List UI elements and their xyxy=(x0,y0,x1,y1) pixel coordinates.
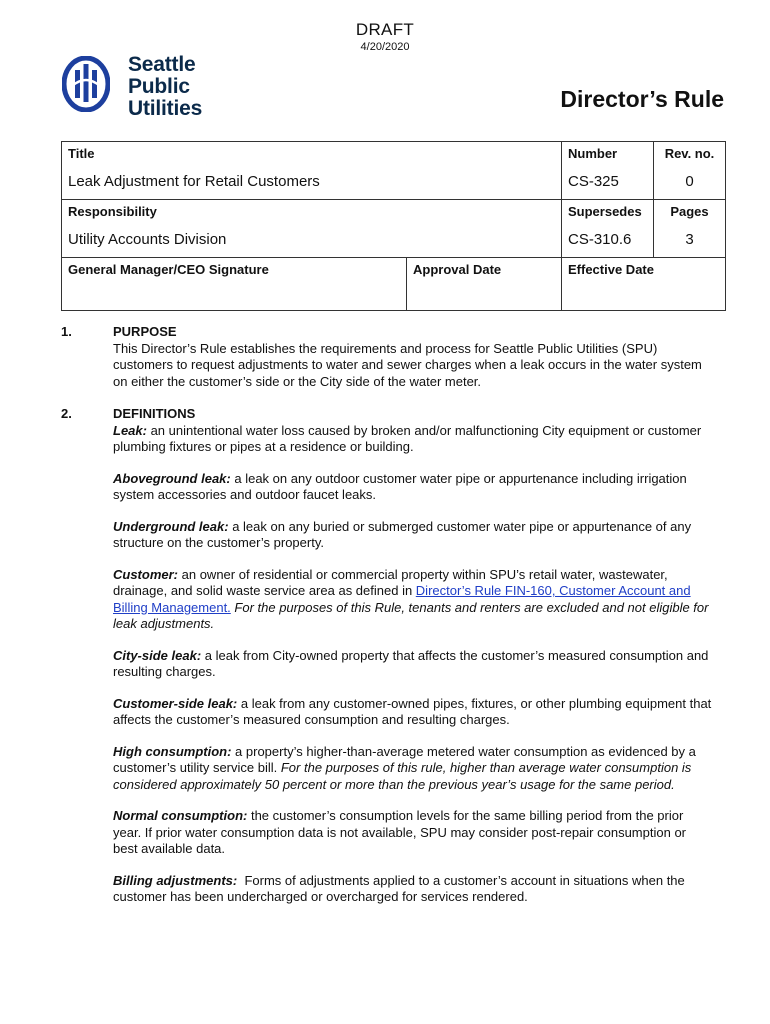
seattle-logo-icon xyxy=(62,56,110,112)
draft-date: 4/20/2020 xyxy=(360,41,410,53)
definition-normal-consumption xyxy=(113,808,713,858)
effective-date-label: Effective Date xyxy=(562,258,726,311)
approval-date-label: Approval Date xyxy=(407,258,562,311)
definition-underground-text: a leak on any buried or submerged customer water pipe or appurtenance of any structure on the customer’s property. xyxy=(113,518,692,550)
definition-billing-adjustments-text: Forms of adjustments applied to a customer’s account in situations when the customer has been undercharged or overcharged for services rendered. xyxy=(113,872,689,904)
supersedes-label: Supersedes xyxy=(562,200,654,229)
definition-normal-consumption-text: the customer’s consumption levels for the same billing period from the prior year. If prior water consumption data is not available, SPU may consider post-repair consumption or best available data. xyxy=(113,808,686,856)
definitions-number: 2. xyxy=(61,406,72,421)
definition-customer-note: For the purposes of this Rule, tenants and renters are excluded and not eligible for leak adjustments. xyxy=(113,599,709,631)
number-label: Number xyxy=(562,142,654,171)
rev-label: Rev. no. xyxy=(654,142,726,171)
definition-aboveground xyxy=(113,471,713,504)
definition-city-side-leak-text: a leak from City-owned property that affects the customer’s measured consumption and resulting charges. xyxy=(113,647,709,679)
term-aboveground: Aboveground leak: xyxy=(113,470,231,486)
document-type-title: Director’s Rule xyxy=(560,86,724,112)
definition-leak xyxy=(113,423,713,456)
signature-label: General Manager/CEO Signature xyxy=(62,258,407,311)
pages-label: Pages xyxy=(654,200,726,229)
title-value: Leak Adjustment for Retail Customers xyxy=(62,170,562,200)
definition-billing-adjustments xyxy=(113,873,713,906)
term-billing-adjustments: Billing adjustments: xyxy=(113,872,238,888)
term-underground: Underground leak: xyxy=(113,518,229,534)
responsibility-value: Utility Accounts Division xyxy=(62,228,562,258)
definition-customer-side-leak xyxy=(113,696,713,729)
term-leak: Leak: xyxy=(113,422,147,438)
definition-underground xyxy=(113,519,713,552)
spu-logo xyxy=(62,54,212,124)
definition-high-consumption xyxy=(113,744,713,794)
purpose-heading: PURPOSE xyxy=(113,324,177,339)
term-city-side-leak: City-side leak: xyxy=(113,647,202,663)
definition-aboveground-text: a leak on any outdoor customer water pipe or appurtenance including irrigation system accessories and outdoor faucet leaks. xyxy=(113,470,687,502)
definition-city-side-leak xyxy=(113,648,713,681)
definition-customer xyxy=(113,567,713,633)
purpose-number: 1. xyxy=(61,324,72,339)
definition-customer-text: an owner of residential or commercial property within SPU’s retail water, wastewater, drainage, and solid waste service area as defined in xyxy=(113,566,668,598)
logo-line-2: Public xyxy=(128,75,190,98)
supersedes-value: CS-310.6 xyxy=(562,228,654,258)
definition-high-consumption-note: For the purposes of this rule, higher than average water consumption is considered approximately 50 percent or more than the previous year’s usage for the same period. xyxy=(113,760,692,792)
fin-160-link[interactable]: Director’s Rule FIN-160, Customer Account and Billing Management. xyxy=(113,583,691,615)
definition-customer-side-leak-text: a leak from any customer-owned pipes, fixtures, or other plumbing equipment that affects the customer’s measured consumption and resulting charges. xyxy=(113,695,712,727)
definition-high-consumption-text: a property’s higher-than-average metered water consumption as evidenced by a customer’s utility service bill. xyxy=(113,743,696,775)
responsibility-label: Responsibility xyxy=(62,200,562,229)
purpose-text: This Director’s Rule establishes the requirements and process for Seattle Public Utilities (SPU) customers to request adjustments to water and sewer charges when a leak occurs in the water system on either the customer’s side or the City side of the water meter. xyxy=(113,340,702,389)
logo-line-1: Seattle xyxy=(128,53,196,76)
definition-leak-text: an unintentional water loss caused by broken and/or malfunctioning City equipment or customer plumbing fixtures or pipes at a residence or building. xyxy=(113,422,702,454)
rule-info-table xyxy=(61,141,726,311)
draft-watermark: DRAFT xyxy=(355,20,415,39)
term-customer: Customer: xyxy=(113,566,179,582)
number-value: CS-325 xyxy=(562,170,654,200)
title-label: Title xyxy=(62,142,562,171)
definitions-heading: DEFINITIONS xyxy=(113,406,196,421)
rev-value: 0 xyxy=(654,170,726,200)
term-high-consumption: High consumption: xyxy=(113,743,232,759)
logo-line-3: Utilities xyxy=(128,97,203,120)
term-customer-side-leak: Customer-side leak: xyxy=(113,695,238,711)
term-normal-consumption: Normal consumption: xyxy=(113,808,248,823)
pages-value: 3 xyxy=(654,228,726,258)
